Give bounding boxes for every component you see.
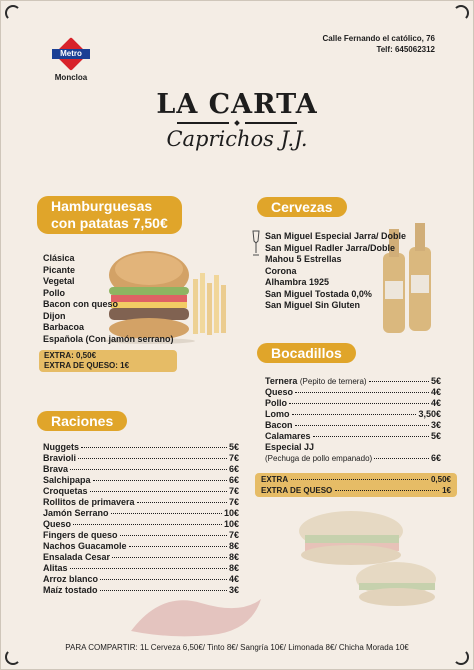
list-item: Especial JJ xyxy=(265,442,315,452)
list-item: Bacon con queso xyxy=(43,299,119,309)
metro-logo: Metro xyxy=(54,37,88,71)
list-item: Queso 10€ xyxy=(43,519,239,529)
list-item: Alhambra 1925 xyxy=(265,277,330,287)
extras-item: EXTRA: 0,50€ xyxy=(44,351,97,360)
list-item: Nuggets 5€ xyxy=(43,442,239,452)
title-divider xyxy=(1,121,473,125)
sharing-prices-footer: PARA COMPARTIR: 1L Cerveza 6,50€/ Tinto 8€/ Sangría 10€/ Limonada 8€/ Chicha Morada 10€ xyxy=(65,643,409,652)
burgers-extras-box xyxy=(39,350,177,372)
list-item: Ternera (Pepito de ternera) 5€ xyxy=(265,376,441,386)
address-text: Calle Fernando el católico, 76 xyxy=(322,34,435,43)
raciones-heading: Raciones xyxy=(37,411,127,431)
list-item: Maíz tostado 3€ xyxy=(43,585,239,595)
corner-ornament xyxy=(5,5,21,21)
list-item: Brava 6€ xyxy=(43,464,239,474)
fries-image xyxy=(189,269,229,339)
metro-station-name: Moncloa xyxy=(54,73,88,82)
menu-subtitle: Caprichos J.J. xyxy=(166,127,308,151)
raciones-list xyxy=(43,442,239,596)
list-item: Salchipapa 6€ xyxy=(43,475,239,485)
extras-item: EXTRA DE QUESO 1€ xyxy=(261,486,451,495)
list-item: Española (Con jamón serrano) xyxy=(43,333,174,344)
ham-image xyxy=(121,591,271,641)
list-item: Pollo xyxy=(43,287,65,298)
contact-info xyxy=(323,33,435,55)
list-item: Queso 4€ xyxy=(265,387,441,397)
list-item: Picante xyxy=(43,264,76,275)
list-item: San Miguel Especial Jarra/ Doble xyxy=(265,231,407,241)
menu-title-block xyxy=(1,89,473,151)
list-item: Alitas 8€ xyxy=(43,563,239,573)
sandwich-image xyxy=(291,501,441,611)
list-item: Vegetal xyxy=(43,276,75,286)
list-item: Calamares 5€ xyxy=(265,431,441,441)
bocadillos-heading: Bocadillos xyxy=(257,343,356,363)
metro-badge xyxy=(43,37,99,82)
corner-ornament xyxy=(453,5,469,21)
list-item: Lomo 3,50€ xyxy=(265,409,441,419)
list-item: Mahou 5 Estrellas xyxy=(265,254,342,264)
list-item: Bravioli 7€ xyxy=(43,453,239,463)
bocadillos-list xyxy=(265,376,441,464)
list-item: Nachos Guacamole 8€ xyxy=(43,541,239,551)
list-item: Croquetas 7€ xyxy=(43,486,239,496)
list-item: Rollitos de primavera 7€ xyxy=(43,497,239,507)
list-item: Clásica xyxy=(43,253,75,263)
list-item: Ensalada Cesar 8€ xyxy=(43,552,239,562)
list-item: Dijon xyxy=(43,310,66,321)
list-item: (Pechuga de pollo empanado) 6€ xyxy=(265,453,441,463)
list-item: Arroz blanco 4€ xyxy=(43,574,239,584)
extras-item: EXTRA 0,50€ xyxy=(261,475,451,484)
list-item: Barbacoa xyxy=(43,322,85,332)
list-item: Pollo 4€ xyxy=(265,398,441,408)
list-item: San Miguel Sin Gluten xyxy=(265,300,361,310)
burgers-list xyxy=(43,253,174,345)
menu-title: LA CARTA xyxy=(156,89,318,120)
list-item: Corona xyxy=(265,265,297,276)
bocadillos-extras-box xyxy=(255,473,457,497)
burgers-heading-line1: Hamburguesas xyxy=(51,198,153,214)
burgers-heading xyxy=(37,196,182,234)
list-item: San Miguel Radler Jarra/Doble xyxy=(265,242,396,253)
list-item: Jamón Serrano 10€ xyxy=(43,508,239,518)
extras-item: EXTRA DE QUESO: 1€ xyxy=(44,361,130,370)
phone-text: Telf: 645062312 xyxy=(376,45,435,54)
beers-list xyxy=(265,231,406,312)
list-item: Fingers de queso 7€ xyxy=(43,530,239,540)
list-item: San Miguel Tostada 0,0% xyxy=(265,288,372,299)
beers-heading: Cervezas xyxy=(257,197,347,217)
beer-glass-icon xyxy=(251,229,261,259)
list-item: Bacon 3€ xyxy=(265,420,441,430)
burgers-heading-line2: con patatas 7,50€ xyxy=(51,215,168,231)
